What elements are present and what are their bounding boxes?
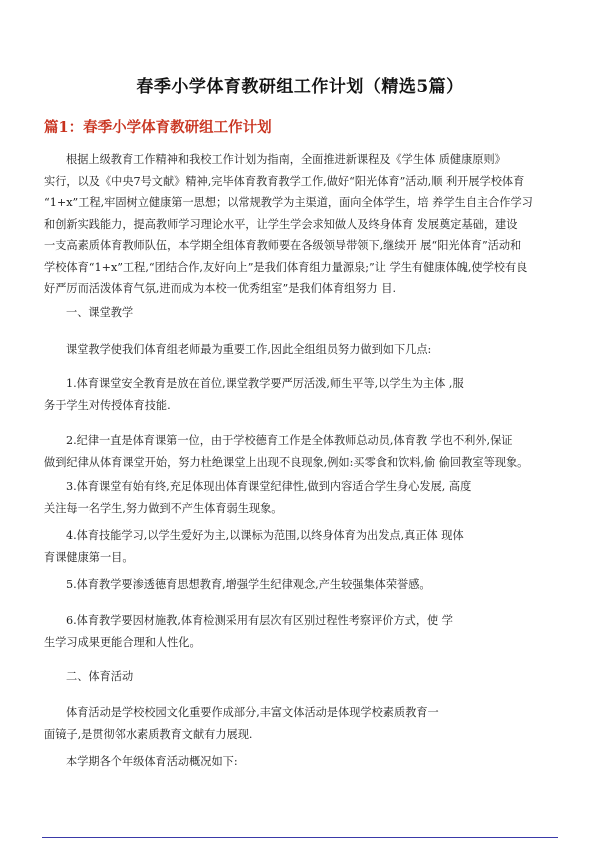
classroom-intro <box>44 339 581 361</box>
intro-line: 一支高素质体育教师队伍，本学期全组体育教师要在各级领导带领下,继续开 展“阳光体育”活动和 <box>44 239 522 252</box>
activities-overview-text: 本学期各个年级体育活动概况如下: <box>66 755 238 768</box>
activities-line: 面镜子,是贯彻邻水素质教育文献有力展现. <box>44 727 253 741</box>
list-item-5-line: 5.体育教学要渗透德育思想教育,增强学生纪律观念,产生较强集体荣誉感。 <box>66 578 431 591</box>
list-item-6 <box>44 610 559 653</box>
subheading-classroom <box>44 302 581 324</box>
document-title: 春季小学体育教研组工作计划（精选5篇） <box>136 77 464 97</box>
intro-line: 好严厉而活泼体育气氛,进而成为本校一优秀组室”是我们体育组努力 目. <box>44 282 397 295</box>
list-item-2-line: 做到纪律从体育课堂开始，努力杜绝课堂上出现不良现象,例如:买零食和饮料,偷 偷回教室等现象。 <box>44 455 529 469</box>
intro-line: 学校体育“1+x”工程,“团结合作,友好向上”是我们体育组力量源泉;”让 学生有健康体魄,使学校有良 <box>44 260 528 274</box>
subheading-activities-text: 二、体育活动 <box>66 670 134 683</box>
list-item-5 <box>44 574 559 596</box>
intro-line: “1+x”工程,牢固树立健康第一思想；以常规教学为主渠道，面向全体学生，培 养学生自主合作学习 <box>44 196 533 209</box>
list-item-4-line: 4.体育技能学习,以学生爱好为主,以课标为范围,以终身体育为出发点,真正体 现体 <box>66 529 464 542</box>
list-item-1-line: 1.体育课堂安全教育是放在首位,课堂教学要严厉活泼,师生平等,以学生为主体 ,服 <box>66 377 464 390</box>
list-item-1-line: 务于学生对传授体育技能. <box>44 398 171 412</box>
intro-line: 和创新实践能力，提高教师学习理论水平，让学生学会求知做人及终身体育 发展奠定基础，建设 <box>44 217 518 231</box>
intro-line: 根据上级教育工作精神和我校工作计划为指南，全面推进新课程及《学生体 质健康原则》 <box>66 153 506 166</box>
list-item-1 <box>44 373 559 416</box>
activities-paragraph <box>44 702 559 745</box>
list-item-3-line: 3.体育课堂有始有终,充足体现出体育课堂纪律性,做到内容适合学生身心发展, 高度 <box>66 480 472 493</box>
activities-line: 体育活动是学校校园文化重要作成部分,丰富文体活动是体现学校素质教育一 <box>66 706 439 719</box>
list-item-2 <box>44 430 559 473</box>
intro-paragraph <box>44 149 559 300</box>
list-item-3-line: 关注每一名学生,努力做到不产生体育弱生现象。 <box>44 501 283 515</box>
subheading-activities <box>44 666 581 688</box>
list-item-6-line: 生学习成果更能合理和人性化。 <box>44 635 201 649</box>
intro-line: 实行，以及《中央7号文献》精神,完毕体育教育教学工作,做好“阳光体育”活动,顺 利开展学校体育 <box>44 174 525 188</box>
classroom-intro-text: 课堂教学使我们体育组老师最为重要工作,因此全组组员努力做到如下几点: <box>66 343 432 356</box>
list-item-3 <box>44 476 559 519</box>
list-item-2-line: 2.纪律一直是体育课第一位，由于学校德育工作是全体教师总动员,体育教 学也不利外,保证 <box>66 434 513 447</box>
section-heading: 篇1：春季小学体育教研组工作计划 <box>44 119 272 136</box>
footer-divider <box>42 837 558 838</box>
list-item-4-line: 育课健康第一目。 <box>44 550 134 564</box>
activities-overview <box>44 751 581 773</box>
list-item-4 <box>44 525 559 568</box>
subheading-classroom-text: 一、课堂教学 <box>66 306 134 319</box>
list-item-6-line: 6.体育教学要因材施教,体育检测采用有层次有区别过程性考察评价方式，使 学 <box>66 614 453 627</box>
